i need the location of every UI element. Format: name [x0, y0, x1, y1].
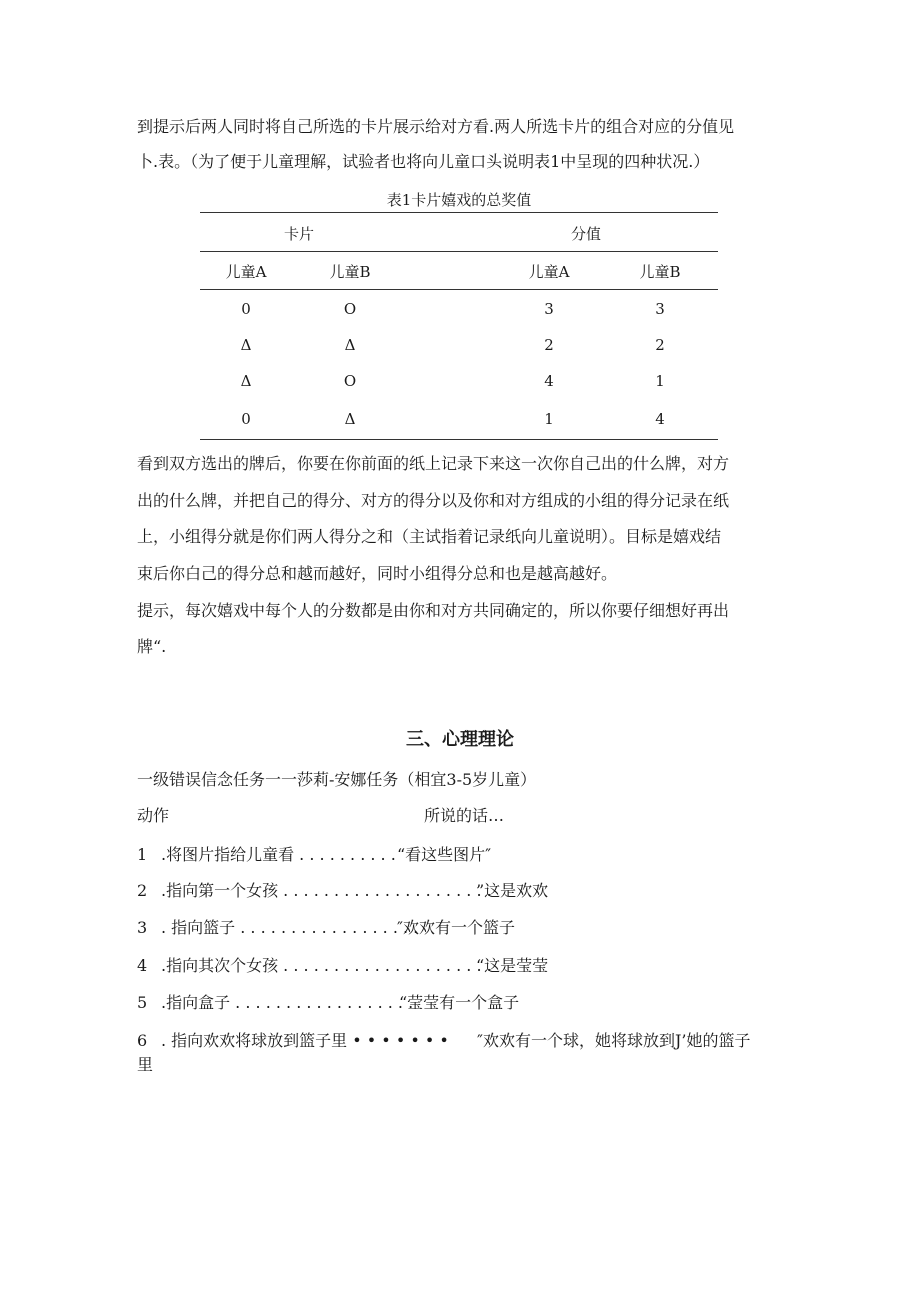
step-action-text: . 指向篮子 . . . . . . . . . . . . . . . . . .	[161, 918, 419, 937]
body-line-5: 提示，每次嬉戏中每个人的分数都是由你和对方共同确定的，所以你要仔细想好再出	[137, 601, 730, 620]
cell-child-b-score: 1	[655, 372, 665, 390]
step-said: “看这些图片″	[397, 845, 492, 864]
cell-child-b-score: 2	[655, 336, 665, 354]
body-line-4: 束后你白己的得分总和越而越好，同时小组得分总和也是越高越好。	[137, 564, 618, 583]
step-action-text: .指向盒子 . . . . . . . . . . . . . . . . . .	[161, 993, 414, 1012]
sub-header-child-a-score: 儿童A	[528, 263, 570, 281]
cell-child-a-card: Δ	[240, 336, 252, 354]
column-header-action: 动作	[137, 806, 170, 825]
section-heading: 三、心理理论	[406, 729, 514, 750]
table-caption: 表1卡片嬉戏的总奖值	[386, 191, 532, 209]
sub-header-child-b-card: 儿童B	[329, 263, 371, 281]
step-number: 2	[137, 881, 148, 900]
sub-header-child-b-score: 儿童B	[639, 263, 681, 281]
table-bottom-rule	[200, 439, 718, 440]
step-number: 4	[137, 956, 148, 975]
body-line-1: 看到双方选出的牌后，你要在你前面的纸上记录下来这一次你自己出的什么牌，对方	[137, 454, 730, 473]
cell-child-a-card: Δ	[240, 372, 252, 390]
table-subheader-rule	[200, 289, 718, 290]
intro-line-2: 卜.表。（为了便于儿童理解，试验者也将向儿童口头说明表1中呈现的四种状况.）	[137, 152, 710, 171]
step-action	[137, 918, 418, 938]
step-number: 1	[137, 845, 148, 864]
cell-child-b-score: 4	[655, 410, 665, 428]
step-action-text: . 指向欢欢将球放到篮子里 • • • • • • •	[161, 1031, 449, 1050]
table-header-rule	[200, 251, 718, 252]
cell-child-a-score: 4	[544, 372, 554, 390]
cell-child-a-card: 0	[241, 410, 251, 428]
column-header-said: 所说的话…	[424, 806, 505, 825]
body-line-3: 上，小组得分就是你们两人得分之和（主试指着记录纸向儿童说明）。目标是嬉戏结	[137, 527, 722, 546]
step-action	[137, 993, 413, 1013]
step-action	[137, 1031, 449, 1051]
step-said: “这是莹莹	[476, 956, 549, 975]
step-said: “莹莹有一个盒子	[399, 993, 520, 1012]
cell-child-b-card: O	[343, 300, 357, 318]
step-number: 3	[137, 918, 148, 937]
cell-child-a-score: 2	[544, 336, 554, 354]
step-action-text: .指向其次个女孩 . . . . . . . . . . . . . . . . . . . . .	[161, 956, 492, 975]
cell-child-a-score: 3	[544, 300, 554, 318]
step-said: ”这是欢欢	[476, 881, 549, 900]
step-said: ″欢欢有一个篮子	[397, 918, 515, 937]
step-action-text: .指向第一个女孩 . . . . . . . . . . . . . . . . . . . . .	[161, 881, 492, 900]
group-header-scores: 分值	[570, 225, 601, 243]
step-action	[137, 956, 492, 976]
group-header-cards: 卡片	[283, 225, 314, 243]
body-line-6: 牌“.	[137, 637, 167, 656]
intro-line-1: 到提示后两人同时将自己所选的卡片展示给对方看.两人所选卡片的组合对应的分值见	[137, 117, 735, 136]
step-action-text: .将图片指给儿童看 . . . . . . . . . .	[161, 845, 396, 864]
cell-child-a-score: 1	[544, 410, 554, 428]
body-line-2: 出的什么牌，并把自己的得分、对方的得分以及你和对方组成的小组的得分记录在纸	[137, 491, 730, 510]
sub-header-child-a-card: 儿童A	[225, 263, 267, 281]
step-action	[137, 845, 396, 865]
step-said: ″欢欢有一个球，她将球放到J’她的篮子	[477, 1031, 751, 1050]
cell-child-b-card: Δ	[344, 410, 356, 428]
cell-child-b-card: O	[343, 372, 357, 390]
cell-child-b-score: 3	[655, 300, 665, 318]
step-number: 6	[137, 1031, 148, 1050]
step-said-continuation: 里	[137, 1055, 154, 1074]
table-top-rule	[200, 212, 718, 213]
cell-child-b-card: Δ	[344, 336, 356, 354]
cell-child-a-card: 0	[241, 300, 251, 318]
step-number: 5	[137, 993, 148, 1012]
step-action	[137, 881, 492, 901]
task-title: 一级错误信念任务一一莎莉-安娜任务（相宜3-5岁儿童）	[137, 770, 537, 789]
